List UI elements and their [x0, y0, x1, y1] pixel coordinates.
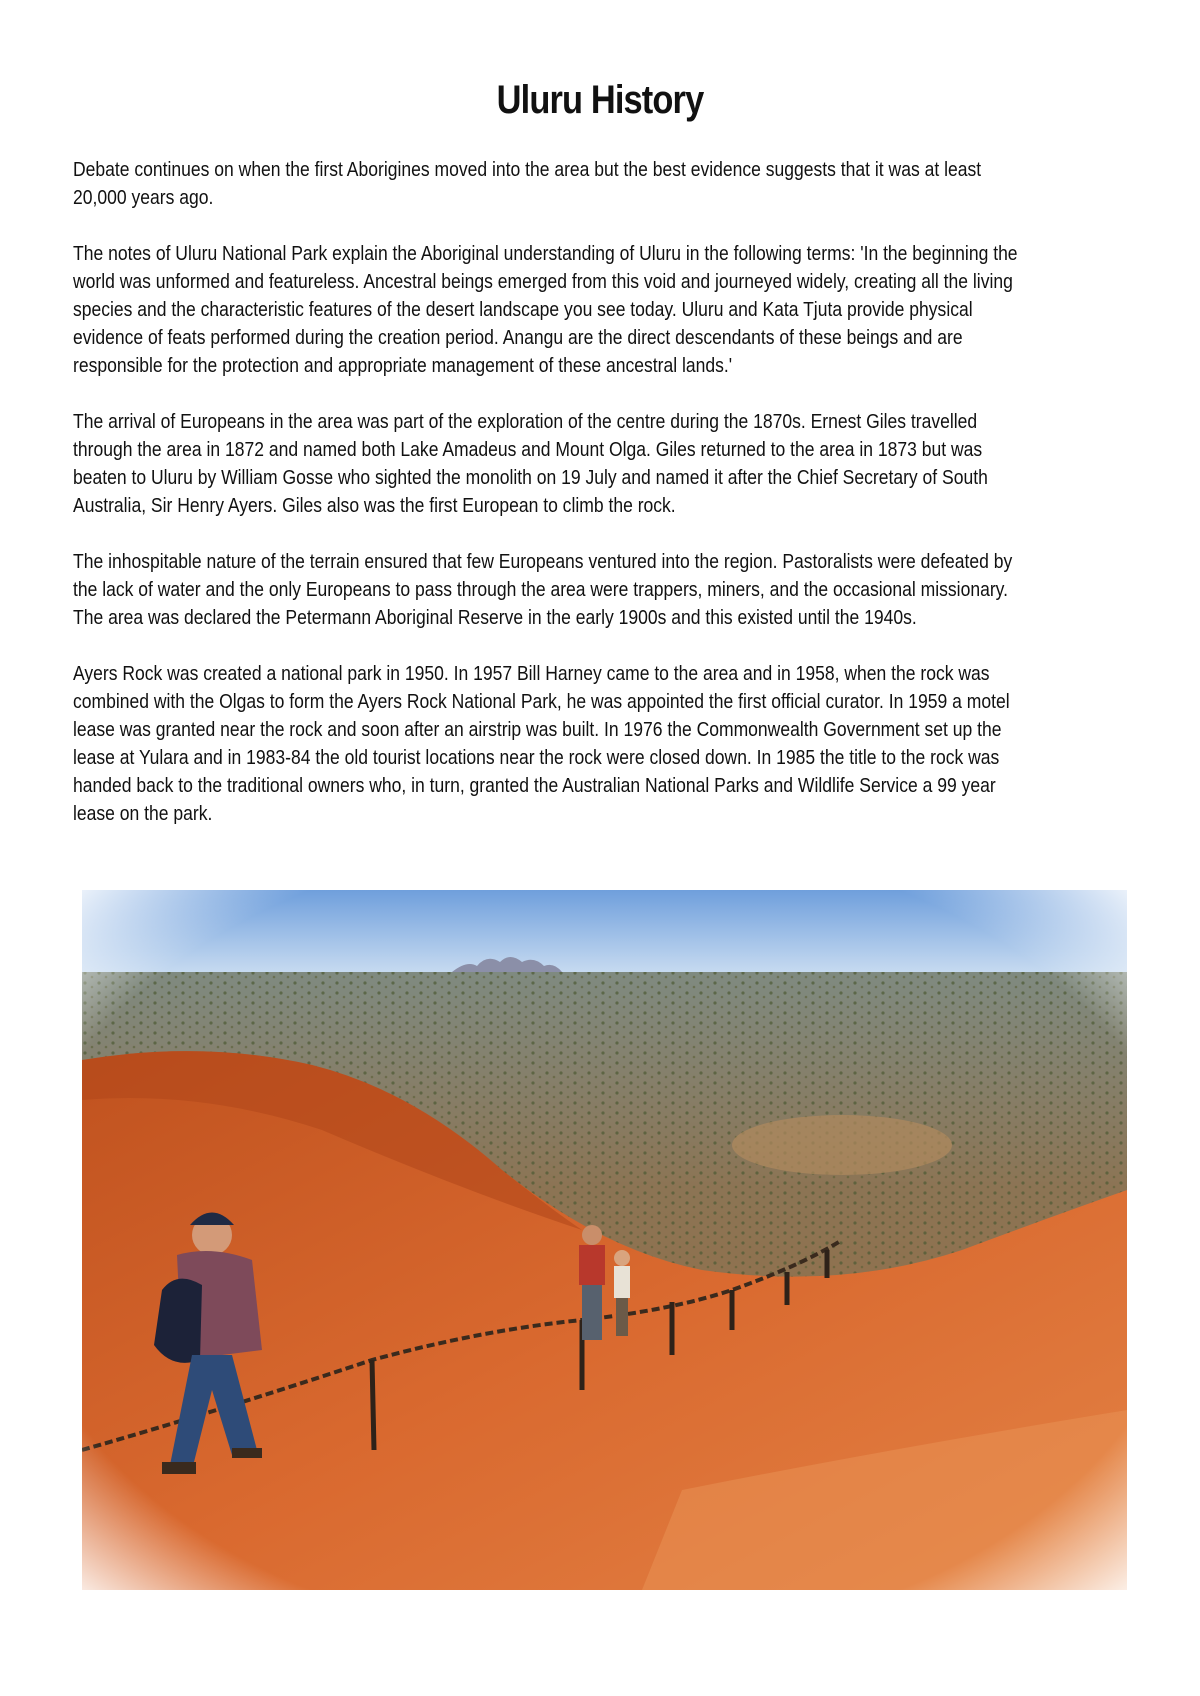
paragraph-aboriginal-understanding: The notes of Uluru National Park explain the Aboriginal understanding of Uluru in the following terms: 'In the beginning the world was unformed and featureless. Ancestral beings emerged from this void and journeyed widely, creating all the living species and the characteristic features of the desert landscape you see today. Uluru and Kata Tjuta provide physical evidence of feats performed during the creation period. Anangu are the direct descendants of these beings and are responsible for the protection and appropriate management of these ancestral lands.' [73, 242, 1018, 377]
paragraph-first-aborigines: Debate continues on when the first Aborigines moved into the area but the best evidence suggests that it was at least 20,000 years ago. [73, 158, 982, 209]
document-title: Uluru History [496, 78, 704, 122]
uluru-climb-photo [82, 890, 1127, 1590]
paragraph-national-park: Ayers Rock was created a national park in 1950. In 1957 Bill Harney came to the area and in 1958, when the rock was combined with the Olgas to form the Ayers Rock National Park, he was appointed the first official curator. In 1959 a motel lease was granted near the rock and soon after an airstrip was built. In 1976 the Commonwealth Government set up the lease at Yulara and in 1983-84 the old tourist locations near the rock were closed down. In 1985 the title to the rock was handed back to the traditional owners who, in turn, granted the Australian National Parks and Wildlife Service a 99 year lease on the park. [73, 662, 1010, 825]
uluru-photo-illustration [82, 890, 1127, 1590]
plain-clearing [732, 1115, 952, 1175]
paragraph-inhospitable-terrain: The inhospitable nature of the terrain ensured that few Europeans ventured into the region. Pastoralists were defeated by the lack of water and the only Europeans to pass through the area were trappers, miners, and the occasional missionary. The area was declared the Petermann Aboriginal Reserve in the early 1900s and this existed until the 1940s. [73, 550, 1013, 629]
document-body [73, 156, 1031, 856]
sky [82, 890, 1127, 975]
paragraph-european-arrival: The arrival of Europeans in the area was part of the exploration of the centre during the 1870s. Ernest Giles travelled through the area in 1872 and named both Lake Amadeus and Mount Olga. Giles returned to the area in 1873 but was beaten to Uluru by William Gosse who sighted the monolith on 19 July and named it after the Chief Secretary of South Australia, Sir Henry Ayers. Giles also was the first European to climb the rock. [73, 410, 988, 517]
